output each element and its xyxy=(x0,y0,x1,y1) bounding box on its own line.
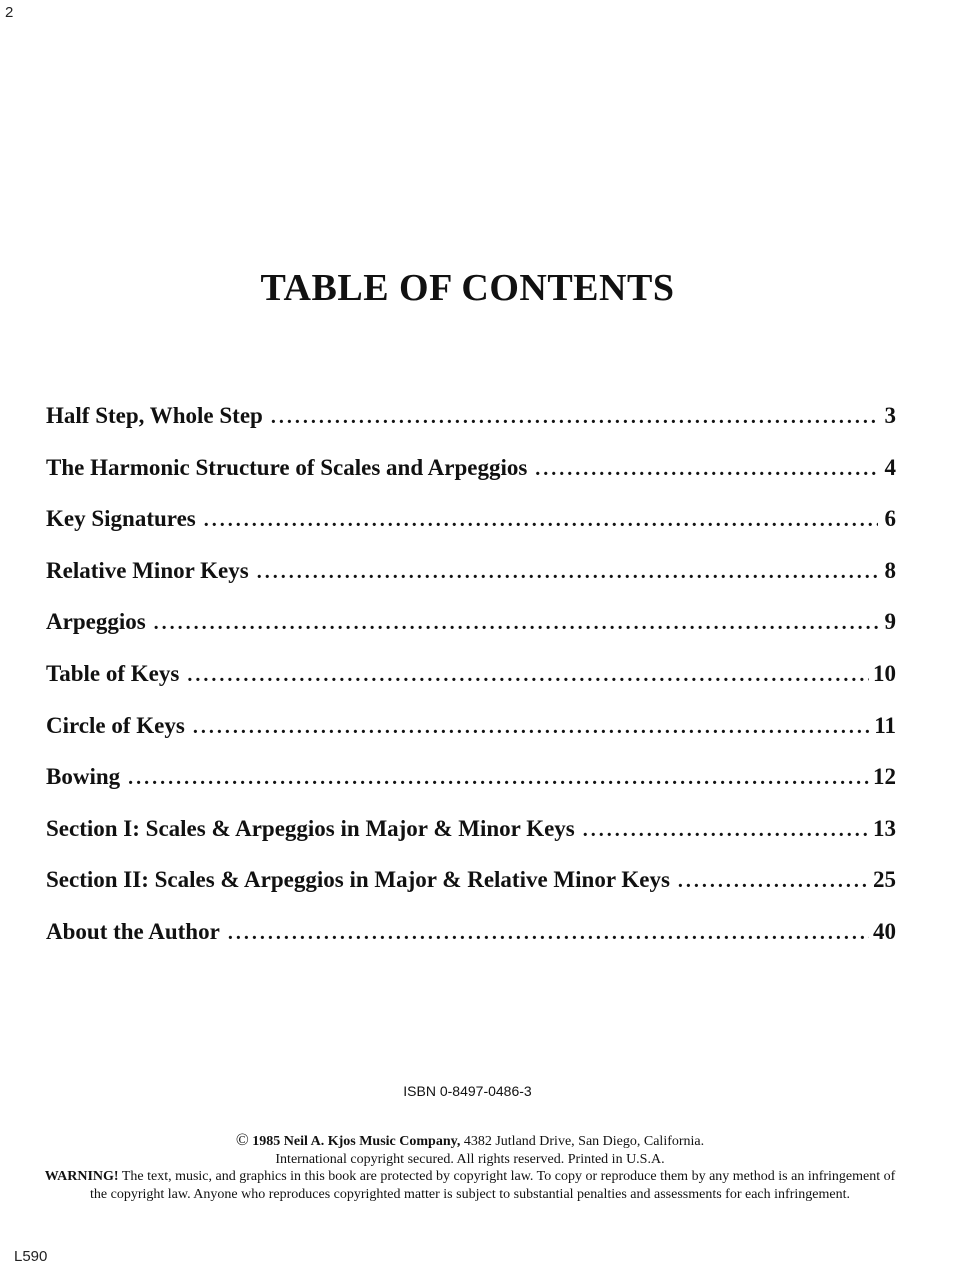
dot-leader xyxy=(154,612,878,635)
toc-entry-page: 10 xyxy=(873,660,896,686)
toc-entry-label: Relative Minor Keys xyxy=(46,557,249,583)
dot-leader xyxy=(271,406,878,429)
toc-entry xyxy=(46,661,896,713)
toc-entry-label: Table of Keys xyxy=(46,660,180,686)
toc-entry-label: Section I: Scales & Arpeggios in Major & Minor Keys xyxy=(46,815,575,841)
toc-entry xyxy=(46,713,896,765)
toc-entry xyxy=(46,867,896,919)
catalog-code: L590 xyxy=(14,1248,48,1265)
dot-leader xyxy=(678,870,869,893)
dot-leader xyxy=(128,767,869,790)
copyright-company: 1985 Neil A. Kjos Music Company, xyxy=(252,1134,461,1149)
toc-entry-label: Bowing xyxy=(46,764,121,790)
toc-entry-label: About the Author xyxy=(46,918,220,944)
toc-entry xyxy=(46,919,896,971)
toc-entry-page: 9 xyxy=(884,609,896,635)
page-number: 2 xyxy=(5,4,14,21)
toc-entry xyxy=(46,764,896,816)
dot-leader xyxy=(535,458,878,481)
toc-entry-page: 4 xyxy=(884,454,896,480)
toc-entry-label: The Harmonic Structure of Scales and Arpeggios xyxy=(46,454,528,480)
toc-entry-label: Key Signatures xyxy=(46,506,196,532)
copyright-notice xyxy=(40,1131,900,1203)
rights-line: International copyright secured. All rights reserved. Printed in U.S.A. xyxy=(275,1151,665,1167)
toc-entry-page: 6 xyxy=(884,506,896,532)
toc-entry xyxy=(46,506,896,558)
dot-leader xyxy=(583,819,869,842)
copyright-address: 4382 Jutland Drive, San Diego, California. xyxy=(460,1134,705,1149)
copyright-symbol: © xyxy=(235,1130,249,1149)
toc-entry-page: 3 xyxy=(884,403,896,428)
dot-leader xyxy=(257,561,878,584)
warning-label: WARNING! xyxy=(44,1169,119,1184)
toc-entry-page: 13 xyxy=(873,815,896,841)
warning-paragraph xyxy=(40,1168,900,1203)
toc-entry-label: Half Step, Whole Step xyxy=(46,403,263,428)
toc-entry-page: 11 xyxy=(874,712,896,738)
toc-entry-label: Circle of Keys xyxy=(46,712,185,738)
toc-entry xyxy=(46,816,896,868)
toc-entry-page: 40 xyxy=(873,918,896,944)
toc-entry-page: 12 xyxy=(873,764,896,790)
warning-text: The text, music, and graphics in this book are protected by copyright law. To copy or reproduce them by any method is an infringement of the copyright law. Anyone who reproduces copyrighted matter is subject to substantial penalties and assessments for each infringement. xyxy=(90,1169,896,1202)
copyright-line xyxy=(40,1131,900,1151)
dot-leader xyxy=(204,509,878,532)
toc-entry xyxy=(46,403,896,455)
isbn: ISBN 0-8497-0486-3 xyxy=(403,1083,532,1099)
dot-leader xyxy=(187,664,869,687)
toc-entry xyxy=(46,609,896,661)
toc-entry-page: 25 xyxy=(873,867,896,893)
toc-entry xyxy=(46,558,896,610)
toc-entry xyxy=(46,455,896,507)
toc-entry-page: 8 xyxy=(884,557,896,583)
table-of-contents xyxy=(46,403,896,971)
dot-leader xyxy=(193,716,870,739)
dot-leader xyxy=(228,922,869,945)
page-title: TABLE OF CONTENTS xyxy=(260,267,675,309)
toc-entry-label: Arpeggios xyxy=(46,609,146,635)
toc-entry-label: Section II: Scales & Arpeggios in Major & Relative Minor Keys xyxy=(46,867,670,893)
